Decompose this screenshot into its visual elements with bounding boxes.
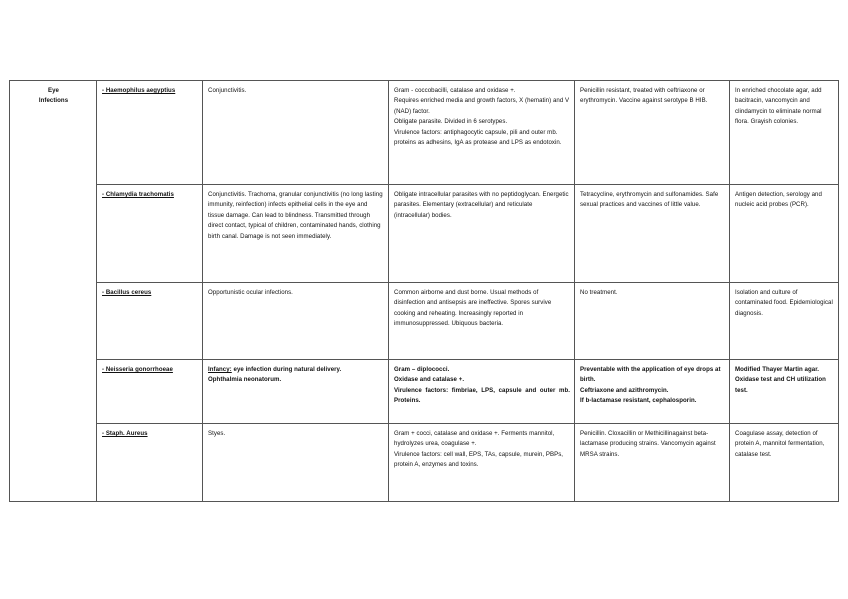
treatment-text: Preventable with the application of eye drops at birth. (580, 366, 721, 384)
treatment-text: No treatment. (580, 289, 618, 296)
treatment-text: Tetracycline, erythromycin and sulfonamides. Safe sexual practices and vaccines of little value. (580, 191, 719, 209)
disease-text: Opportunistic ocular infections. (208, 289, 293, 296)
characteristics-cell (389, 424, 575, 502)
disease-text: Styes. (208, 430, 226, 437)
diagnosis-cell (730, 283, 839, 360)
diagnosis-cell (730, 81, 839, 185)
characteristics-cell (389, 185, 575, 283)
disease-text: Ophthalmia neonatorum. (208, 376, 282, 384)
eye-infections-table (9, 80, 839, 502)
organism-name: - Bacillus cereus (102, 289, 152, 296)
category-cell (10, 81, 97, 502)
disease-cell (203, 81, 389, 185)
organism-name: - Neisseria gonorrhoeae (102, 366, 173, 373)
characteristics-text: Gram + cocci, catalase and oxidase +. Ferments mannitol, hydrolyzes urea, coagulase +. (394, 430, 555, 448)
characteristics-text: Requires enriched media and growth factors, X (hematin) and V (NAD) factor. (394, 97, 570, 115)
diagnosis-cell (730, 424, 839, 502)
diagnosis-text: In enriched chocolate agar, add bacitracin, vancomycin and clindamycin to eliminate normal flora. Grayish colonies. (735, 87, 822, 126)
category-title-line1: Eye (48, 87, 59, 94)
characteristics-text: Common airborne and dust borne. Usual methods of disinfection and antisepsis are ineffective. Spores survive cooking and reheating. Increasingly reported in immunosuppressed. Ubiquous bacteria. (394, 289, 552, 328)
organism-name: - Haemophilus aegyptius (102, 87, 176, 94)
category-title-line2: Infections (38, 97, 69, 105)
treatment-text: Penicillin resistant, treated with ceftriaxone or erythromycin. Vaccine against serotype B HIB. (580, 87, 708, 105)
diagnosis-cell (730, 360, 839, 424)
characteristics-text: Oxidase and catalase +. (394, 376, 465, 384)
table-row (10, 283, 839, 360)
organism-cell (97, 360, 203, 424)
treatment-text: Ceftriaxone and azithromycin. (580, 386, 669, 394)
characteristics-cell (389, 81, 575, 185)
table-row (10, 424, 839, 502)
treatment-text: Penicillin. Cloxacillin or Methicillinagainst beta-lactamase producing strains. Vancomycin against MRSA strains. (580, 430, 716, 458)
treatment-text: If b-lactamase resistant, cephalosporin. (580, 397, 697, 405)
treatment-cell (575, 360, 730, 424)
characteristics-text: Gram – diplococci. (394, 366, 450, 373)
characteristics-cell (389, 360, 575, 424)
disease-text: eye infection during natural delivery. (231, 366, 342, 373)
treatment-cell (575, 185, 730, 283)
characteristics-text: Obligate parasite. Divided in 6 serotypes. (394, 118, 508, 126)
characteristics-text: Gram - coccobacilli, catalase and oxidase +. (394, 87, 516, 94)
characteristics-text: Virulence factors: fimbriae, LPS, capsule and outer mb. Proteins. (394, 386, 570, 405)
treatment-cell (575, 424, 730, 502)
diagnosis-cell (730, 185, 839, 283)
organism-cell (97, 185, 203, 283)
organism-name: - Chlamydia trachomatis (102, 191, 174, 198)
characteristics-text: Virulence factors: antiphagocytic capsule, pili and outer mb. proteins as adhesins, IgA as protease and LPS as endotoxin. (394, 128, 562, 147)
disease-cell (203, 424, 389, 502)
disease-text: Conjunctivitis. (208, 87, 247, 94)
disease-text: Conjunctivitis. Trachoma, granular conjunctivitis (no long lasting immunity, reinfection) infects epithelial cells in the eye and tissue damage. Can lead to blindness. Transmitted through direct contact, typical of children, contaminated hands, clothing birth canal. Damage is not seen immediately. (208, 191, 383, 240)
table-row (10, 360, 839, 424)
organism-cell (97, 81, 203, 185)
table-row (10, 185, 839, 283)
table-row (10, 81, 839, 185)
treatment-cell (575, 81, 730, 185)
diagnosis-text: Modified Thayer Martin agar. Oxidase test and CH utilization test. (735, 366, 826, 394)
disease-cell (203, 283, 389, 360)
diagnosis-text: Antigen detection, serology and nucleic acid probes (PCR). (735, 191, 822, 209)
organism-cell (97, 424, 203, 502)
disease-cell (203, 185, 389, 283)
disease-cell (203, 360, 389, 424)
characteristics-text: Virulence factors: cell wall, EPS, TAs, capsule, murein, PBPs, protein A, enzymes and toxins. (394, 450, 564, 469)
characteristics-cell (389, 283, 575, 360)
treatment-cell (575, 283, 730, 360)
organism-name: - Staph. Aureus (102, 430, 148, 437)
characteristics-text: Obligate intracellular parasites with no peptidoglycan. Energetic parasites. Elementary (extracellular) and reticulate (intracellular) bodies. (394, 191, 569, 219)
disease-label: Infancy: (208, 366, 232, 373)
diagnosis-text: Isolation and culture of contaminated food. Epidemiological diagnosis. (735, 289, 833, 317)
organism-cell (97, 283, 203, 360)
diagnosis-text: Coagulase assay, detection of protein A, mannitol fermentation, catalase test. (735, 430, 825, 458)
